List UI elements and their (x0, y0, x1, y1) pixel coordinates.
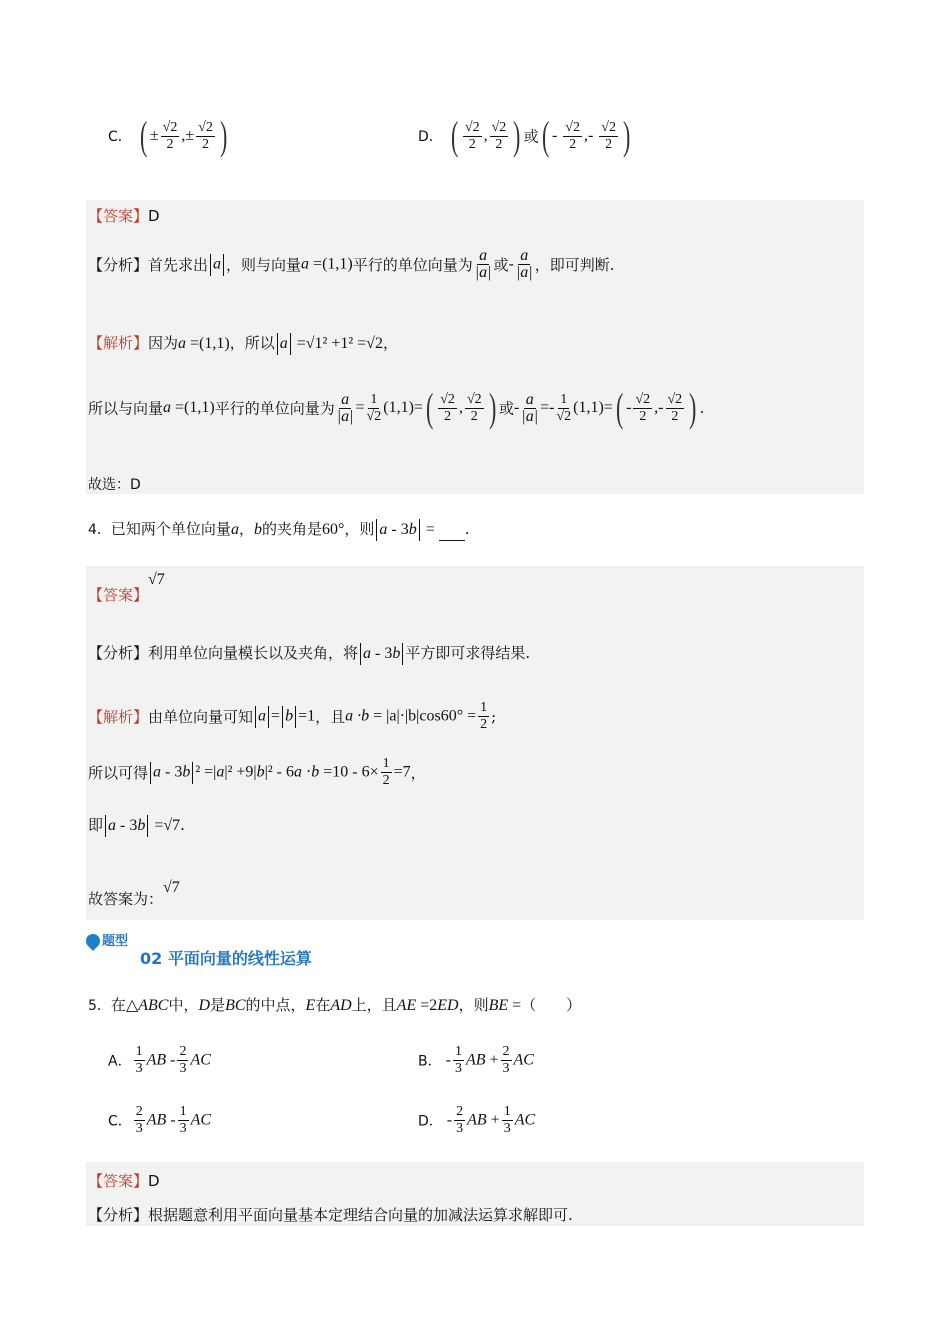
q3-option-d: D． ( $\frac{√2}{2}$ , $\frac{√2}{2}$ ) 或( - $\frac{√2}{2}$ ,- $\frac{√2}{2}$ ) (418, 113, 631, 158)
q4-final-line: 故答案为：√7 (88, 879, 180, 908)
answer-value: D (148, 207, 160, 225)
q5-answer-line: 【答案】D (88, 1172, 160, 1190)
section-tag: 题型 (102, 934, 129, 949)
q5-option-c: C． $\frac{2}{3}$ AB - $\frac{1}{3}$ AC (108, 1104, 212, 1136)
q5-question: 5．在△ABC中，D是BC的中点，E在AD上，且AE =2ED，则BE =（ ） (88, 996, 582, 1014)
location-pin-icon (83, 931, 103, 951)
q4-solution-line-2: 所以可得 a - 3b ² =|a|² +9|b|² - 6a ·b =10 - 6× $\frac{1}{2}$ =7， (88, 756, 426, 788)
q4-solution-line-3: 即 a - 3b =√7. (88, 814, 185, 837)
q3-option-c: C． ( ± $\frac{√2}{2}$ ,± $\frac{√2}{2}$ ) (108, 113, 228, 158)
or-text: 或 (523, 127, 539, 146)
q3-solution-line-2: 所以与向量a =(1,1)平行的单位向量为 $\frac{a}{|a|}$ = $\frac{1}{√2}$ (1,1)=( $\frac{√2}{2}$ , $\frac{√2}{2}$ ) 或- $\frac{a}{|a|}$ =- $\frac{1}{√2}$ (1,1)=( - $\frac{√2}{2}$ ,- $\frac{√2}{2}$ ) . (88, 385, 705, 430)
q4-answer-block (86, 566, 864, 920)
option-label: C． (108, 129, 132, 145)
section-title: 02 平面向量的线性运算 (140, 949, 312, 968)
q3-conclusion: 故选：D (88, 477, 141, 493)
q3-answer-line (88, 205, 160, 226)
q3-solution-line-1: 【解析】因为a =(1,1)，所以 a =√1² +1² =√2， (88, 332, 398, 355)
q4-solution-line-1: 【解析】由单位向量可知 a = b =1，且a ·b = |a|·|b|cos60° = $\frac{1}{2}$ ; (88, 700, 497, 732)
solution-tag: 【解析】 (88, 334, 149, 352)
q4-analysis-line: 【分析】利用单位向量模长以及夹角，将 a - 3b 平方即可求得结果. (88, 642, 530, 665)
option-label: D． (418, 129, 443, 145)
q4-question: 4．已知两个单位向量a，b的夹角是60°，则 a - 3b = . (88, 518, 470, 541)
q4-answer-line: 【答案】√7 (88, 571, 165, 604)
analysis-tag: 【分析】 (88, 256, 149, 274)
q3-analysis-line: 【分析】首先求出 a ，则与向量a =(1,1)平行的单位向量为 $\frac{a}{|a|}$ 或- $\frac{a}{|a|}$ ，即可判断. (88, 247, 615, 281)
section-heading (86, 930, 128, 949)
answer-tag: 【答案】 (88, 207, 149, 225)
q5-option-a: A． $\frac{1}{3}$ AB - $\frac{2}{3}$ AC (108, 1044, 211, 1076)
q5-option-b: B． - $\frac{1}{3}$ AB + $\frac{2}{3}$ AC (418, 1044, 534, 1076)
q5-analysis-line: 【分析】根据题意利用平面向量基本定理结合向量的加减法运算求解即可. (88, 1206, 573, 1224)
answer-tag: 【答案】 (88, 586, 149, 604)
q5-option-d: D． - $\frac{2}{3}$ AB + $\frac{1}{3}$ AC (418, 1104, 536, 1136)
